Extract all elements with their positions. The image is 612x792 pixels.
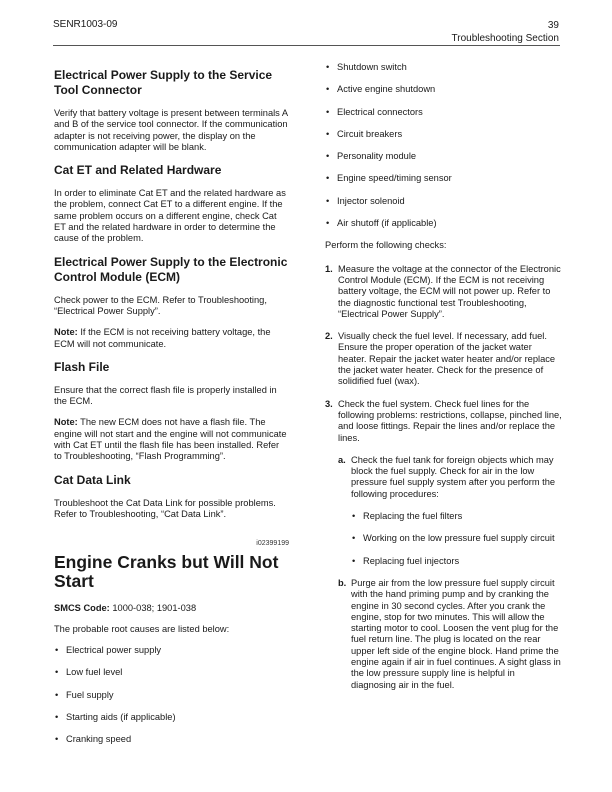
note-ecm-power xyxy=(54,327,289,350)
paragraph-flash-file: Ensure that the correct flash file is properly installed in the ECM. xyxy=(54,384,277,407)
paragraph-service-tool-power: Verify that battery voltage is present between terminals A and B of the service tool connector. If the communication adapter is not receiving power, the display on the communication adapter will be blank. xyxy=(54,108,288,152)
check-step-3 xyxy=(325,399,562,691)
list-item: • Working on the low pressure fuel supply circuit xyxy=(351,533,562,544)
list-item: • Starting aids (if applicable) xyxy=(54,712,289,723)
document-id: i02399199 xyxy=(256,540,289,548)
note-label: Note: xyxy=(54,327,78,338)
main-title: Engine Cranks but Will Not Start xyxy=(54,551,279,591)
heading-cat-data-link: Cat Data Link xyxy=(54,472,131,487)
checks-list xyxy=(325,264,562,691)
list-item: • Air shutoff (if applicable) xyxy=(325,218,562,229)
list-item: • Fuel supply xyxy=(54,690,289,701)
left-column xyxy=(54,62,289,757)
step-number: 2. xyxy=(325,331,333,342)
list-item: • Electrical connectors xyxy=(325,107,562,118)
sub-step-a xyxy=(338,455,562,567)
heading-cat-et-hardware: Cat ET and Related Hardware xyxy=(54,163,222,178)
list-item: • Low fuel level xyxy=(54,667,289,678)
checks-intro: Perform the following checks: xyxy=(325,240,447,251)
smcs-label: SMCS Code: xyxy=(54,602,110,613)
right-column xyxy=(325,62,562,702)
root-causes-list-right xyxy=(325,62,562,229)
list-item: • Injector solenoid xyxy=(325,196,562,207)
smcs-value: 1000-038; 1901-038 xyxy=(109,602,197,613)
paragraph-cat-et-hardware: In order to eliminate Cat ET and the related hardware as the problem, connect Cat ET to a different engine. If the same problem occurs on a different engine, check Cat ET and the related hardware in order to determine the cause of the problem. xyxy=(54,188,286,244)
list-item: • Replacing the fuel filters xyxy=(351,511,562,522)
sub-step-text: Purge air from the low pressure fuel supply circuit with the hand priming pump and by cranking the engine in 30 second cycles. After you crank the engine, stop for two minutes. This will allow the starting motor to cool. Loosen the vent plug for the fuel return line. The plug is located on the rear upper left side of the engine block. Hand prime the engine again if air in fuel continues. A sight glass in the low pressure supply line is helpful in diagnosing air in the fuel. xyxy=(351,577,561,690)
list-item: • Active engine shutdown xyxy=(325,84,562,95)
sub-steps xyxy=(338,455,562,691)
procedures-list xyxy=(351,511,562,567)
list-item: • Shutdown switch xyxy=(325,62,562,73)
step-number: 1. xyxy=(325,263,333,274)
list-item: • Personality module xyxy=(325,151,562,162)
note-label: Note: xyxy=(54,417,78,428)
header-divider xyxy=(53,45,560,46)
check-step-1 xyxy=(325,264,562,320)
section-name: Troubleshooting Section xyxy=(451,33,559,44)
list-item: • Engine speed/timing sensor xyxy=(325,173,562,184)
page-number: 39 xyxy=(547,20,559,31)
sub-step-text: Check the fuel tank for foreign objects which may block the fuel supply. Check for air in the low pressure fuel supply system after you perform the following procedures: xyxy=(351,454,556,499)
step-text: Visually check the fuel level. If necessary, add fuel. Ensure the proper operation of the jacket water heater. Repair the jacket water heater and/or replace the jacket water heater. Check for the presence of solidified fuel (wax). xyxy=(338,331,556,387)
heading-flash-file: Flash File xyxy=(54,359,110,374)
document-number: SENR1003-09 xyxy=(53,19,118,30)
heading-ecm-power: Electrical Power Supply to the Electronic Control Module (ECM) xyxy=(54,254,288,284)
paragraph-ecm-power: Check power to the ECM. Refer to Troubleshooting, “Electrical Power Supply”. xyxy=(54,294,267,316)
sub-step-b xyxy=(338,578,562,691)
step-text: Measure the voltage at the connector of the Electronic Control Module (ECM). If the ECM is not receiving battery voltage, the ECM will not power up. Refer to the diagnostic functional test Troubleshooting, “Electrical Power Supply”. xyxy=(338,263,561,319)
paragraph-cat-data-link: Troubleshoot the Cat Data Link for possible problems. Refer to Troubleshooting, “Cat Data Link”. xyxy=(54,497,276,519)
list-item: • Cranking speed xyxy=(54,734,289,745)
page-header-right xyxy=(452,19,559,45)
list-item: • Replacing fuel injectors xyxy=(351,556,562,567)
smcs-code xyxy=(54,603,289,614)
heading-service-tool-power: Electrical Power Supply to the Service Tool Connector xyxy=(54,68,273,97)
root-causes-list-left xyxy=(54,645,289,745)
note-text: The new ECM does not have a flash file. The engine will not start and the engine will not communicate with Cat ET until the flash file has been installed. Refer to Troubleshooting, “Flash Programming”. xyxy=(54,417,287,462)
sub-step-label: a. xyxy=(338,454,346,465)
sub-step-label: b. xyxy=(338,577,347,588)
causes-intro: The probable root causes are listed below: xyxy=(54,623,230,634)
check-step-2 xyxy=(325,331,562,387)
list-item: • Electrical power supply xyxy=(54,645,289,656)
note-text: If the ECM is not receiving battery voltage, the ECM will not communicate. xyxy=(54,327,271,349)
list-item: • Circuit breakers xyxy=(325,129,562,140)
step-text: Check the fuel system. Check fuel lines for the following problems: restrictions, collapse, pinched line, and loose fittings. Repair the lines and/or replace the lines. xyxy=(338,398,562,443)
step-number: 3. xyxy=(325,398,333,409)
note-flash-file xyxy=(54,417,289,462)
